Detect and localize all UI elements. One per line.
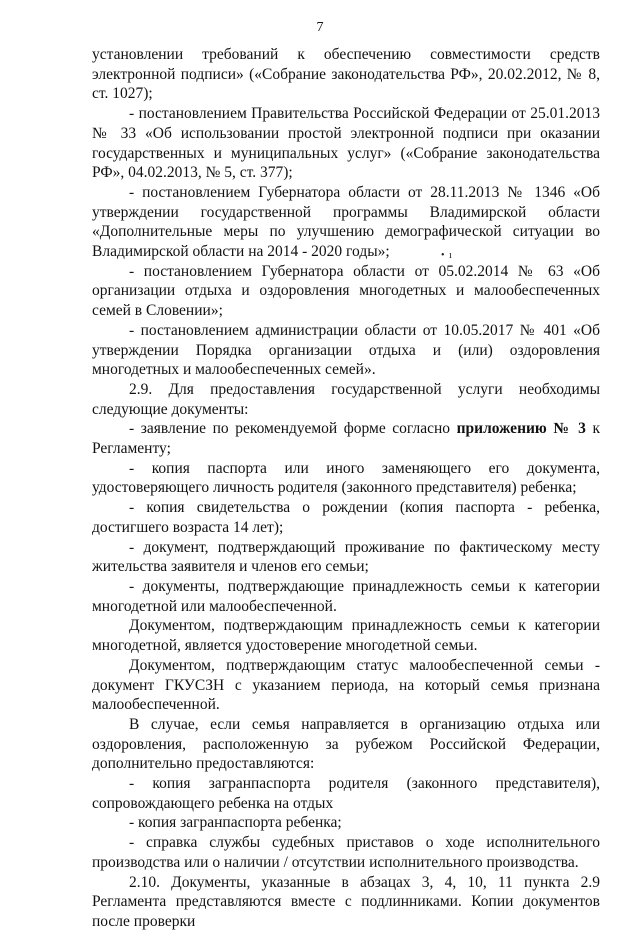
page-number: 7 xyxy=(316,20,324,35)
paragraph-text: к Регламенту; xyxy=(92,420,600,458)
paragraph: - копия загранпаспорта ребенка; xyxy=(129,814,342,832)
appendix-reference: приложению № 3 xyxy=(456,420,586,438)
paragraph: Документом, подтверждающим статус малообеспеченной семьи - документ ГКУСЗН с указанием периода, на который семья признана малообеспеченной. xyxy=(92,656,600,714)
paragraph: - справка службы судебных приставов о ходе исполнительного производства или о наличии / отсутствии исполнительного производства. xyxy=(92,834,600,871)
pen-marks: • ı xyxy=(441,250,453,261)
paragraph: - постановлением Губернатора области от 05.02.2014 № 63 «Об организации отдыха и оздоровления многодетных и малообеспеченных семей в Словении»; xyxy=(92,262,600,320)
paragraph: Документом, подтверждающим принадлежность семьи к категории многодетной, является удостоверение многодетной семьи. xyxy=(92,617,600,655)
paragraph: - копия загранпаспорта родителя (законного представителя), сопровождающего ребенка на отдых xyxy=(92,775,600,812)
paragraph: - постановлением администрации области от 10.05.2017 № 401 «Об утверждении Порядка организации отдыха и (или) оздоровления многодетных и малообеспеченных семей». xyxy=(92,321,600,379)
paragraph: - постановлением Правительства Российской Федерации от 25.01.2013 № 33 «Об использовании простой электронной подписи при оказании государственных и муниципальных услуг» («Собрание законодательства РФ», 04.02.2013, № 5, ст. 377); xyxy=(92,105,600,182)
paragraph: - копия паспорта или иного заменяющего его документа, удостоверяющего личность родителя (законного представителя) ребенка; xyxy=(92,459,600,497)
paragraph-text: - заявление по рекомендуемой форме согласно xyxy=(129,420,457,438)
paragraph: - постановлением Губернатора области от 28.11.2013 № 1346 «Об утверждении государственной программы Владимирской области «Дополнительные меры по улучшению демографической ситуации во Владимирской области на 2014 - 2020 годы»; xyxy=(92,183,600,261)
document-body xyxy=(92,45,600,932)
paragraph: 2.9. Для предоставления государственной услуги необходимы следующие документы: xyxy=(92,380,600,418)
paragraph: - копия свидетельства о рождении (копия паспорта - ребенка, достигшего возраста 14 лет); xyxy=(92,499,600,536)
paragraph: В случае, если семья направляется в организацию отдыха или оздоровления, расположенную за рубежом Российской Федерации, дополнительно предоставляются: xyxy=(92,715,600,773)
paragraph-with-reference xyxy=(92,419,600,458)
paragraph: установлении требований к обеспечению совместимости средств электронной подписи» («Собрание законодательства РФ», 20.02.2012, № 8, ст. 1027); xyxy=(92,46,600,103)
paragraph: - документы, подтверждающие принадлежность семьи к категории многодетной или малообеспеченной. xyxy=(92,577,600,615)
paragraph: 2.10. Документы, указанные в абзацах 3, 4, 10, 11 пункта 2.9 Регламента представляются вместе с подлинниками. Копии документов после проверки xyxy=(92,873,600,930)
paragraph: - документ, подтверждающий проживание по фактическому месту жительства заявителя и членов его семьи; xyxy=(92,538,600,576)
